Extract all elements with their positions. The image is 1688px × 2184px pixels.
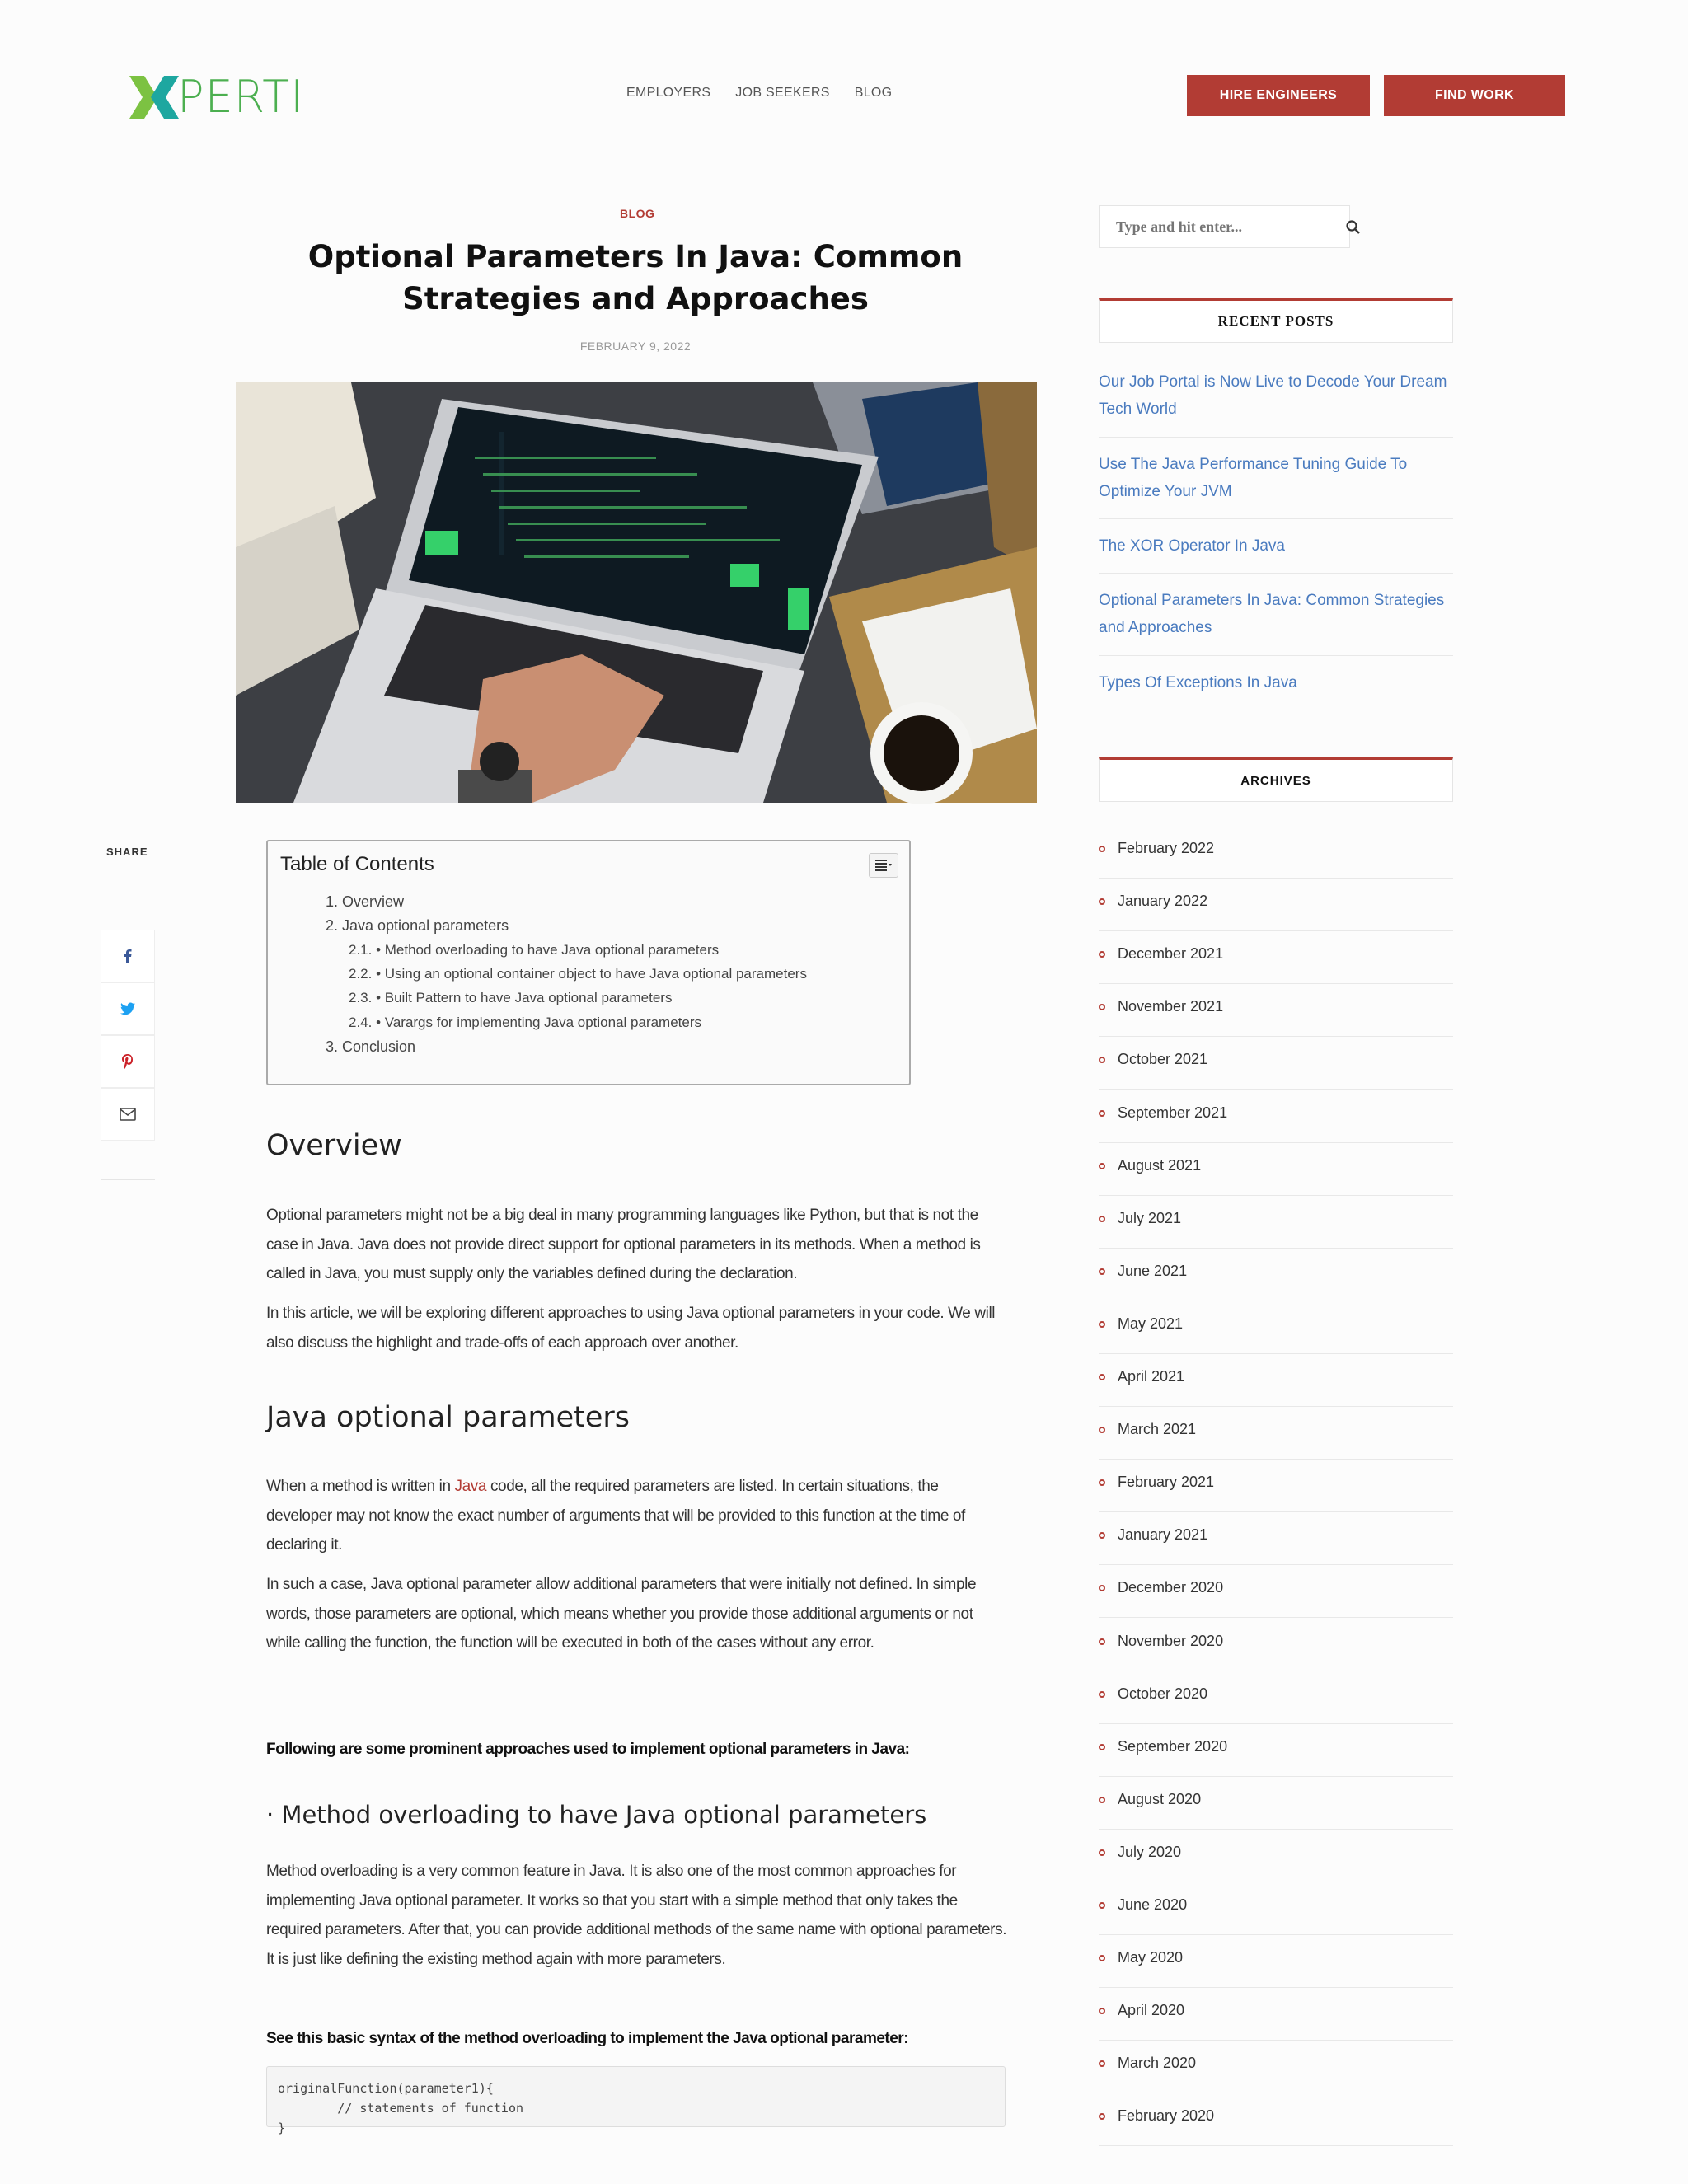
archive-divider [1099,1406,1453,1407]
toc-title: Table of Contents [280,853,434,875]
archive-link[interactable] [1099,1526,1453,1544]
recent-post-link[interactable]: Use The Java Performance Tuning Guide To Optimize Your JVM [1099,456,1408,500]
share-pinterest-button[interactable] [101,1035,155,1088]
archive-label: February 2021 [1118,1474,1215,1490]
archive-divider [1099,1142,1453,1143]
method-overloading-paragraph: Method overloading is a very common feature in Java. It is also one of the most common approaches for implementing Java optional parameter. It works so that you start with a simple method that only takes the required parameters. After that, you can provide additional methods of the same name with optional parameters. It is just like defining the existing method again with more parameters. [266,1863,1007,1968]
post-category[interactable]: BLOG [620,207,655,220]
recent-post-divider [1099,437,1453,438]
archive-divider [1099,1829,1453,1830]
bullet-icon [1099,1691,1105,1698]
recent-post-link[interactable]: Types Of Exceptions In Java [1099,674,1297,691]
archive-link[interactable] [1099,1315,1453,1333]
archive-link[interactable] [1099,1368,1453,1385]
bullet-icon [1099,1268,1105,1275]
archives-title: ARCHIVES [1240,773,1311,788]
recent-posts-header [1099,298,1453,343]
recent-post-link[interactable]: Our Job Portal is Now Live to Decode Your Dream Tech World [1099,373,1447,418]
archive-label: June 2020 [1118,1896,1188,1913]
archive-label: December 2020 [1118,1579,1224,1596]
share-facebook-button[interactable] [101,930,155,982]
email-icon [120,1108,136,1121]
archive-divider [1099,1195,1453,1196]
bullet-icon [1099,1057,1105,1063]
archive-link[interactable] [1099,840,1453,857]
pinterest-icon [121,1054,134,1069]
search-icon[interactable] [1345,219,1362,236]
archive-divider [1099,1564,1453,1565]
toc-item-built-pattern[interactable]: 2.3. • Built Pattern to have Java optional parameters [349,990,673,1005]
archive-divider [1099,983,1453,984]
toc-item-optional-container[interactable]: 2.2. • Using an optional container object to have Java optional parameters [349,966,807,982]
archive-label: August 2020 [1118,1791,1202,1807]
archive-divider [1099,1723,1453,1724]
archive-label: May 2021 [1118,1315,1184,1332]
bullet-icon [1099,1849,1105,1856]
archive-link[interactable] [1099,1157,1453,1174]
nav-blog[interactable]: BLOG [854,86,893,100]
archive-label: January 2021 [1118,1526,1208,1543]
bullet-icon [1099,1374,1105,1380]
archive-label: July 2021 [1118,1210,1182,1226]
archive-divider [1099,1617,1453,1618]
twitter-icon [120,1002,135,1015]
hire-engineers-button[interactable]: HIRE ENGINEERS [1187,75,1370,116]
archive-label: February 2022 [1118,840,1215,856]
archive-divider [1099,930,1453,931]
archive-divider [1099,1089,1453,1090]
archive-label: March 2021 [1118,1421,1197,1437]
bullet-icon [1099,1427,1105,1433]
overview-heading: Overview [266,1129,402,1162]
archive-divider [1099,1987,1453,1988]
share-divider [101,1179,155,1180]
bullet-icon [1099,1744,1105,1750]
java-paragraph-2: In such a case, Java optional parameter allow additional parameters that were initially not defined. In simple words, those parameters are optional, which means whether you provide those additional arguments or not while calling the function, the function will be executed in both of the cases without any error. [266,1576,977,1652]
archive-label: November 2020 [1118,1633,1224,1649]
bullet-icon [1099,1216,1105,1222]
overview-paragraph-2: In this article, we will be exploring different approaches to using Java optional parameters in your code. We will also discuss the highlight and trade-offs of each approach over another. [266,1305,996,1352]
bullet-icon [1099,2060,1105,2067]
archive-divider [1099,2040,1453,2041]
toc-item-method-overloading[interactable]: 2.1. • Method overloading to have Java optional parameters [349,942,720,958]
archive-link[interactable] [1099,1685,1453,1703]
post-title: Optional Parameters In Java: Common Strategies and Approaches [307,239,964,316]
archive-label: September 2021 [1118,1104,1228,1121]
archive-divider [1099,1934,1453,1935]
archive-divider [1099,1459,1453,1460]
recent-post-link[interactable]: Optional Parameters In Java: Common Strategies and Approaches [1099,592,1445,636]
code-block: originalFunction(parameter1){ // statements of function } [266,2066,1006,2127]
toc-item-conclusion[interactable]: 3. Conclusion [326,1038,416,1055]
archive-divider [1099,1511,1453,1512]
toc-item-varargs[interactable]: 2.4. • Varargs for implementing Java optional parameters [349,1015,702,1030]
bullet-icon [1099,1479,1105,1486]
logo-x-icon [129,76,179,119]
archive-divider [1099,1353,1453,1354]
method-overloading-heading: · Method overloading to have Java optional parameters [266,1801,927,1829]
bullet-icon [1099,846,1105,852]
archive-label: October 2020 [1118,1685,1208,1702]
toc-item-overview[interactable]: 1. Overview [326,893,405,910]
bullet-icon [1099,1004,1105,1010]
bullet-icon [1099,1955,1105,1961]
bullet-icon [1099,1585,1105,1591]
archive-label: November 2021 [1118,998,1224,1015]
toc-item-java-optional[interactable]: 2. Java optional parameters [326,917,509,934]
archive-label: July 2020 [1118,1844,1182,1860]
table-of-contents [266,840,911,1085]
bullet-icon [1099,898,1105,905]
approaches-intro: Following are some prominent approaches used to implement optional parameters in Java: [266,1741,910,1758]
archive-label: February 2020 [1118,2107,1215,2124]
list-icon [875,860,892,871]
archive-link[interactable] [1099,1844,1453,1861]
overview-paragraph-1: Optional parameters might not be a big deal in many programming languages like Python, but that is not the case in Java. Java does not provide direct support for optional parameters in its methods. When a method is called in Java, you must supply only the variables defined during the declaration. [266,1207,981,1282]
archive-link[interactable] [1099,1474,1453,1491]
java-optional-heading: Java optional parameters [266,1401,631,1434]
archive-link[interactable] [1099,1210,1453,1227]
recent-post-divider [1099,655,1453,656]
bullet-icon [1099,2113,1105,2120]
archive-label: June 2021 [1118,1263,1188,1279]
search-input[interactable] [1099,205,1350,248]
archive-link[interactable] [1099,1263,1453,1280]
archive-label: December 2021 [1118,945,1224,962]
archive-link[interactable] [1099,2002,1453,2019]
archive-divider [1099,1776,1453,1777]
recent-post-divider [1099,573,1453,574]
nav-employers[interactable]: EMPLOYERS [626,86,711,100]
logo-text: PERTI [177,71,305,123]
archive-link[interactable] [1099,1949,1453,1966]
facebook-icon [120,949,135,963]
archive-label: March 2020 [1118,2055,1197,2071]
java-paragraph-1: When a method is written in Java code, all the required parameters are listed. In certain situations, the developer may not know the exact number of arguments that will be provided to this function at the time of declaring it. [266,1478,965,1554]
main-nav [626,86,892,101]
java-link[interactable]: Java [454,1478,487,1495]
nav-job-seekers[interactable]: JOB SEEKERS [735,86,830,100]
share-twitter-button[interactable] [101,982,155,1035]
bullet-icon [1099,1902,1105,1909]
archive-link[interactable] [1099,2107,1453,2125]
syntax-intro: See this basic syntax of the method overloading to implement the Java optional parameter: [266,2030,909,2047]
archive-link[interactable] [1099,1738,1453,1755]
archive-label: October 2021 [1118,1051,1208,1067]
bullet-icon [1099,2008,1105,2014]
archive-label: September 2020 [1118,1738,1228,1755]
archive-divider [1099,1248,1453,1249]
archive-label: August 2021 [1118,1157,1202,1174]
archive-link[interactable] [1099,1579,1453,1596]
archive-divider [1099,878,1453,879]
archive-link[interactable] [1099,1791,1453,1808]
site-logo[interactable] [129,73,327,122]
toc-toggle-button[interactable] [869,853,898,878]
archive-divider [1099,2145,1453,2146]
post-date: FEBRUARY 9, 2022 [579,340,692,353]
recent-posts-title: RECENT POSTS [1217,313,1334,329]
archive-link[interactable] [1099,1896,1453,1914]
share-label: SHARE [106,846,148,858]
archive-label: May 2020 [1118,1949,1184,1966]
find-work-button[interactable]: FIND WORK [1384,75,1565,116]
archive-link[interactable] [1099,945,1453,963]
bullet-icon [1099,1797,1105,1803]
bullet-icon [1099,951,1105,958]
archives-header [1099,757,1453,802]
archive-divider [1099,1036,1453,1037]
recent-post-divider [1099,518,1453,519]
bullet-icon [1099,1532,1105,1539]
archive-link[interactable] [1099,2055,1453,2072]
archive-link[interactable] [1099,1421,1453,1438]
archive-label: April 2021 [1118,1368,1185,1385]
archive-link[interactable] [1099,1104,1453,1122]
archive-link[interactable] [1099,1633,1453,1650]
archive-label: January 2022 [1118,893,1208,909]
bullet-icon [1099,1163,1105,1169]
archive-link[interactable] [1099,998,1453,1015]
bullet-icon [1099,1110,1105,1117]
archive-link[interactable] [1099,893,1453,910]
archive-label: April 2020 [1118,2002,1185,2018]
hero-image [236,382,1037,803]
bullet-icon [1099,1321,1105,1328]
archive-link[interactable] [1099,1051,1453,1068]
recent-post-link[interactable]: The XOR Operator In Java [1099,537,1285,555]
bullet-icon [1099,1638,1105,1645]
share-email-button[interactable] [101,1088,155,1141]
